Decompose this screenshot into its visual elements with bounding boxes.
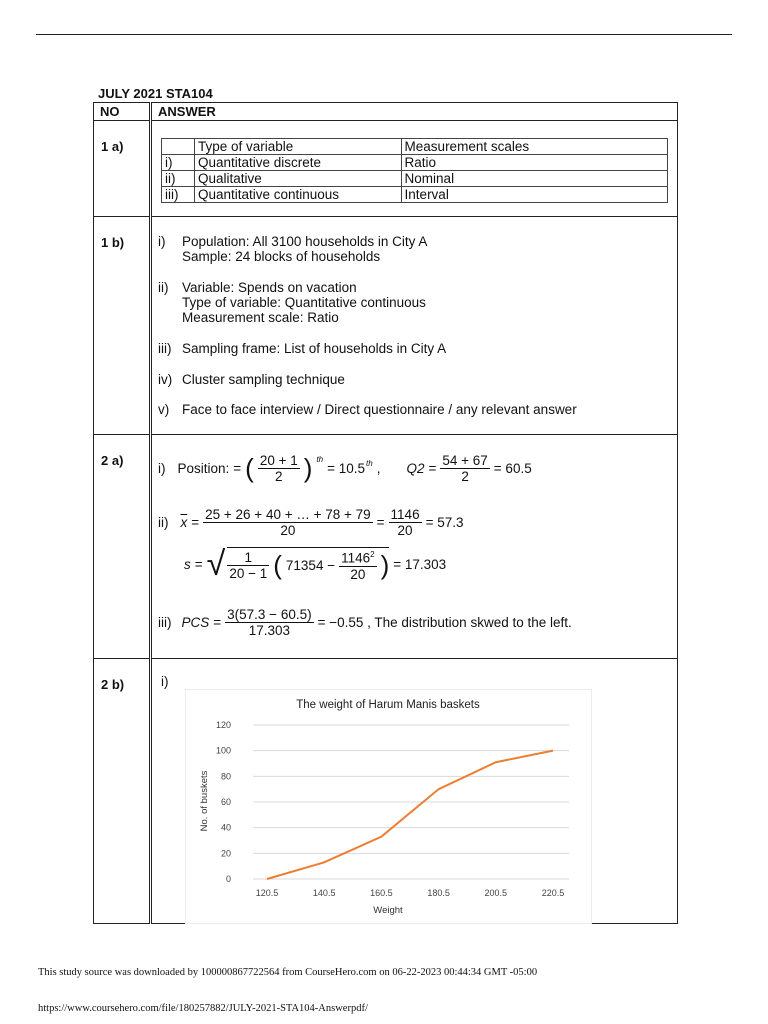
inner-header-type: Type of variable [194,139,401,155]
answer-table [93,102,678,924]
sd-symbol: s [184,556,191,572]
row-label: ii) [162,171,195,187]
x-tick-label: 160.5 [370,888,393,898]
sqrt-body: $\frac{1}{20 - 1}$ ( 71354 − $\frac{1146^2}{20}$ ) [227,547,389,582]
top-rule [36,34,732,35]
item-text: Variable: Spends on vacation [182,280,357,295]
sd-equation: s = √ $\frac{1}{20 - 1}$ ( 71354 − $\frac{1146^2}{20}$ ) = 17.303 [184,545,447,584]
download-note: This study source was downloaded by 100000867722564 from CourseHero.com on 06-22-2023 00:44:34 GMT -05:00 [38,967,538,978]
item-text: Measurement scale: Ratio [182,310,339,325]
part-label: i) [161,674,169,689]
item-text: Cluster sampling technique [182,372,345,387]
row-type: Qualitative [194,171,401,187]
y-tick-label: 60 [220,797,231,807]
y-tick-label: 40 [220,822,231,833]
position-result: = 10.5 [327,461,366,476]
item-text: Sampling frame: List of households in City A [182,341,447,356]
row-scale: Nominal [401,171,667,187]
y-tick-label: 120 [215,720,231,730]
row-label: i) [162,155,195,171]
pcs-symbol: PCS [181,615,210,630]
answer-1b [151,217,678,435]
row-scale: Interval [401,187,667,203]
item-label: iv) [158,372,173,387]
col-no-header: NO [94,103,151,121]
part-label: i) [158,461,166,476]
document-title: JULY 2021 STA104 [98,86,213,101]
q2-result: = 60.5 [493,461,532,476]
pcs-fraction: $\frac{3(57.3 - 60.5)}{17.303}$ [227,607,312,638]
item-text: Face to face interview / Direct questionnaire / any relevant answer [182,402,577,417]
position-equation: i) Position: = ( $\frac{20 + 1}{2}$ ) $^{th}$ = 10.5 $^{th}$ , Q2 = $\frac{54 + 67}{2}$ = 60.5 [158,453,532,484]
answer-2a [151,435,678,659]
x-tick-label: 200.5 [484,888,508,898]
item-label: v) [158,402,170,417]
y-axis-label: No. of buskets [199,770,210,832]
answer-1a [151,121,678,217]
question-number-2b: 2 b) [94,659,151,924]
col-answer-header: ANSWER [151,103,678,121]
row-scale: Ratio [401,155,667,171]
item-label: i) [158,234,166,249]
item-text: Population: All 3100 households in City A [182,234,428,249]
answer-2b [151,659,678,924]
mean-symbol: $\overline{x}$ [180,515,188,530]
item-text: Type of variable: Quantitative continuous [182,295,426,310]
position-label: Position: [177,461,230,476]
x-tick-label: 140.5 [312,888,336,898]
part-label: ii) [158,515,169,530]
row-type: Quantitative discrete [194,155,401,171]
ogive-chart [185,689,592,924]
pcs-result: = −0.55 , The distribution skwed to the left. [317,615,572,630]
inner-header-scale: Measurement scales [401,139,667,155]
q2-fraction: $\frac{54 + 67}{2}$ [442,453,488,484]
y-tick-label: 20 [220,848,231,859]
part-label: iii) [158,615,172,630]
y-tick-label: 100 [215,745,231,756]
q2-label: Q2 [406,461,425,476]
item-label: iii) [158,341,172,356]
row-label: iii) [162,187,195,203]
pcs-equation: iii) PCS = $\frac{3(57.3 - 60.5)}{17.303}$ = −0.55 , The distribution skwed to the left. [158,607,572,638]
mean-fraction: $\frac{25 + 26 + 40 + \dots + 78 + 79}{20}$ [205,507,371,538]
question-number-1b: 1 b) [94,217,151,435]
item-label: ii) [158,280,169,295]
x-tick-label: 220.5 [541,888,565,898]
x-axis-label: Weight [373,905,403,916]
question-number-1a: 1 a) [94,121,151,217]
y-tick-label: 80 [220,771,231,782]
row-type: Quantitative continuous [194,187,401,203]
x-tick-label: 180.5 [427,888,450,898]
sd-result: = 17.303 [393,556,447,572]
variable-table [161,138,668,203]
x-tick-label: 120.5 [255,888,279,898]
mean-result: = 57.3 [425,515,464,530]
mean-equation: ii) $\overline{x}$ = $\frac{25 + 26 + 40 + \dots + 78 + 79}{20}$ = $\frac{1146}{20}$ = 57.3 [158,507,464,538]
item-text: Sample: 24 blocks of households [182,249,381,264]
chart-title: The weight of Harum Manis baskets [296,699,480,711]
question-number-2a: 2 a) [94,435,151,659]
source-url[interactable]: https://www.coursehero.com/file/180257882/JULY-2021-STA104-Answerpdf/ [38,1003,368,1014]
y-tick-label: 0 [225,874,231,884]
mean-fraction-2: $\frac{1146}{20}$ [390,507,420,538]
position-fraction: $\frac{20 + 1}{2}$ [259,453,298,484]
inner-header-blank [162,139,195,155]
